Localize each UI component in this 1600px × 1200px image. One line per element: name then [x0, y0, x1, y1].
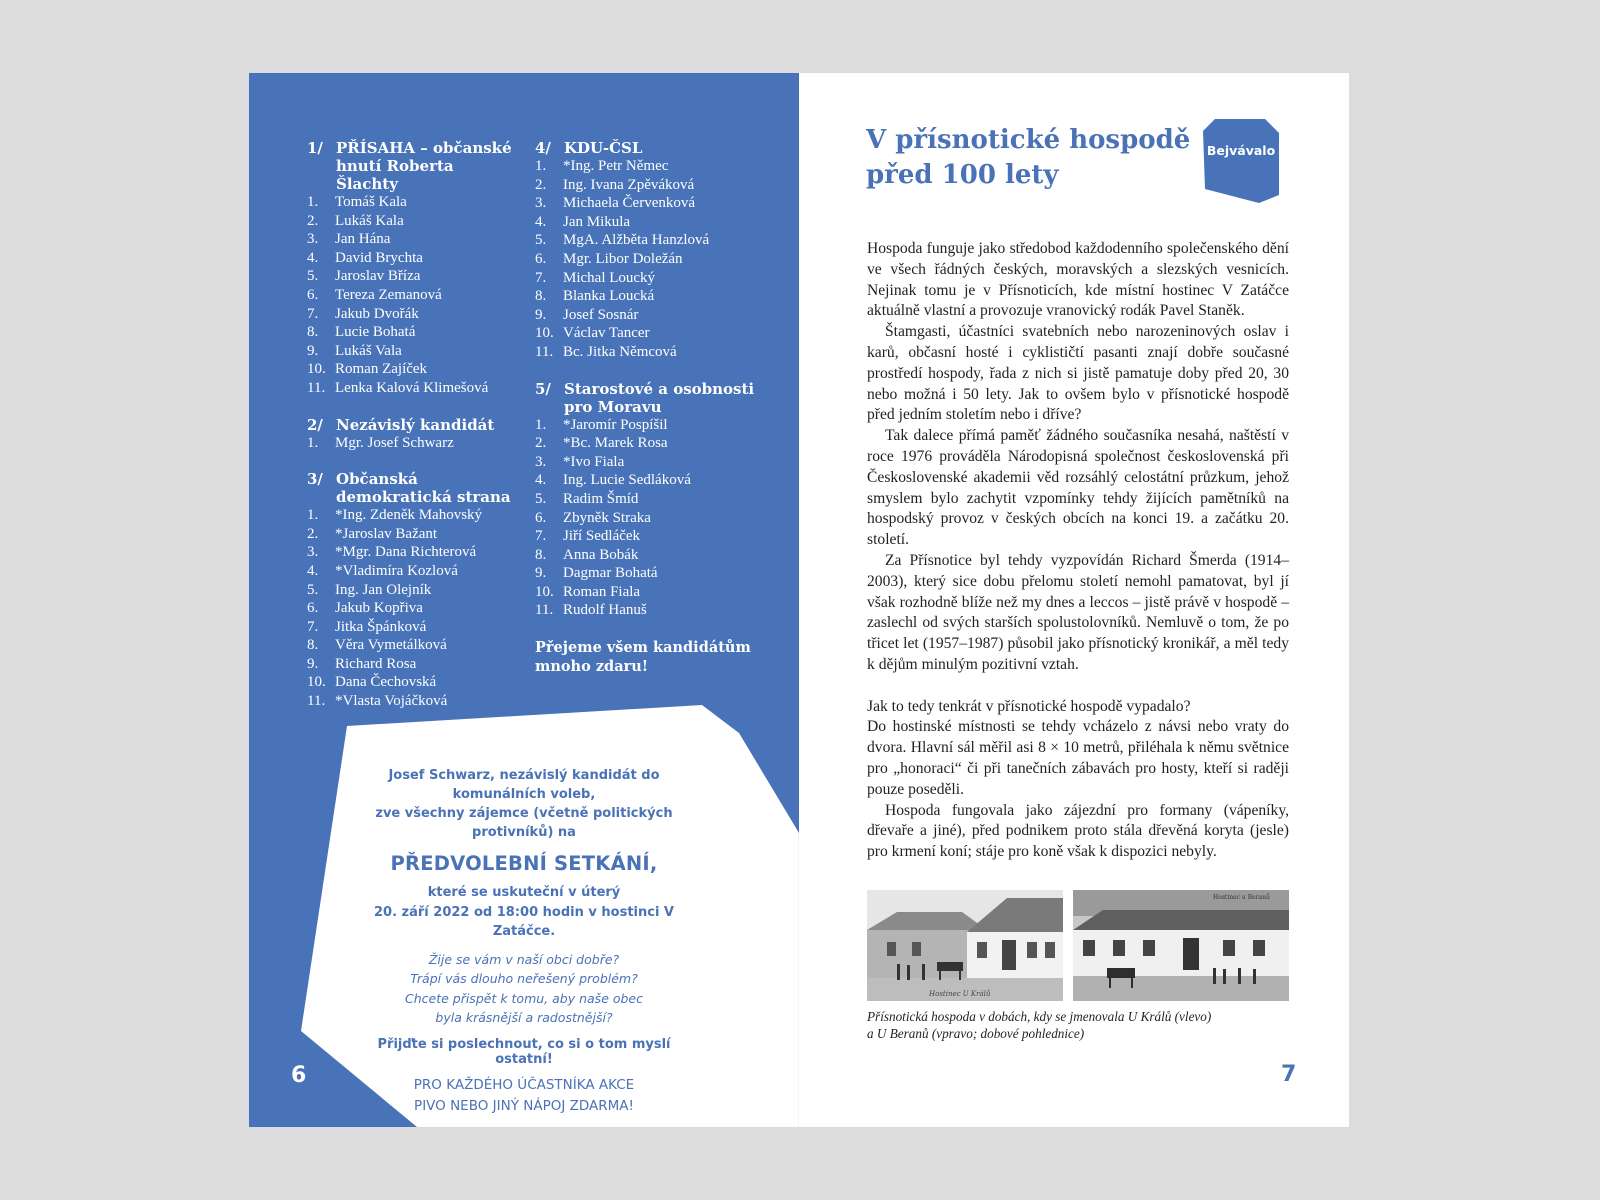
candidate-name: Lenka Kalová Klimešová — [335, 379, 489, 396]
candidate-number: 3. — [307, 231, 319, 248]
photo-u-beranu — [1073, 890, 1289, 1001]
candidate-number: 1. — [307, 434, 319, 451]
party-number: 1/ — [307, 139, 323, 157]
candidate-name: Lukáš Vala — [335, 342, 402, 359]
candidate-name: *Ivo Fiala — [563, 453, 625, 470]
candidate-number: 5. — [535, 490, 547, 507]
paragraph: Tak dalece přímá paměť žádného současníka nesahá, naštěstí v roce 1976 prováděla Národopisná společnost československá při Československé akademii věd rozsáhlý celostátní průzkum, jehož smyslem bylo zachytit vzpomínky tehdy žijících pamětníků na hospodský provoz v českých obcích na konci 19. a začátku 20. století. — [867, 427, 1289, 549]
svg-text:Hostinec U Králů: Hostinec U Králů — [929, 990, 991, 998]
party-name: PŘÍSAHA – občanské hnutí Roberta Šlachty — [336, 139, 512, 193]
candidate-name: Lucie Bohatá — [335, 324, 416, 341]
candidate-number: 2. — [535, 176, 547, 193]
candidate-number: 1. — [535, 158, 547, 174]
candidate-number: 11. — [307, 379, 326, 396]
candidate-name: Roman Zajíček — [335, 361, 428, 378]
invitation-call: Přijďte si poslechnout, co si o tom myslí ostatní! — [377, 1036, 671, 1067]
candidate-number: 9. — [535, 306, 547, 323]
candidate-name: Mgr. Josef Schwarz — [335, 434, 454, 451]
candidate-name: Jan Mikula — [563, 213, 631, 230]
magazine-spread — [249, 73, 1349, 1127]
candidate-number: 7. — [535, 269, 547, 286]
candidate-number: 4. — [307, 562, 319, 579]
party-number: 5/ — [535, 379, 551, 398]
rubric-label: Bejvávalo — [1206, 143, 1276, 158]
candidate-number: 4. — [535, 213, 547, 230]
page-number: 6 — [291, 1063, 307, 1088]
paragraph: Štamgasti, účastníci svatebních nebo narozeninových oslav i karů, občasní hosté i cyklističtí pasanti znají dobře současné prostředí hospody, řada z nich si jistě pamatuje doby před 20, 30 nebo možná i 50 lety. Jak to ovšem bylo v přísnotické hospodě před jedním stoletím nebo i dříve? — [867, 323, 1289, 424]
candidate-name: Dana Čechovská — [335, 674, 437, 691]
candidate-name: Michal Loucký — [563, 269, 656, 286]
page-left — [249, 73, 799, 1127]
candidate-name: *Ing. Petr Němec — [563, 158, 669, 174]
candidate-number: 8. — [535, 546, 547, 563]
invitation — [354, 766, 694, 1117]
candidate-number: 11. — [535, 343, 554, 360]
party-number: 3/ — [307, 470, 323, 489]
invitation-questions: Žije se vám v naší obci dobře? Trápí vás dlouho neřešený problém? Chcete přispět k tomu, aby naše obec byla krásnější a radostnější? — [404, 951, 643, 1025]
candidate-number: 7. — [307, 305, 319, 322]
candidate-name: Václav Tancer — [563, 325, 650, 342]
candidate-number: 9. — [535, 565, 547, 582]
party-number: 4/ — [535, 139, 551, 157]
candidate-name: Jaroslav Bříza — [335, 268, 421, 285]
invitation-title: PŘEDVOLEBNÍ SETKÁNÍ, — [390, 852, 658, 875]
candidate-name: Bc. Jitka Němcová — [563, 343, 677, 360]
historic-photos — [867, 890, 1289, 1001]
svg-text:Hostinec u Beranů: Hostinec u Beranů — [1213, 894, 1270, 901]
party-name: KDU-ČSL — [564, 139, 643, 157]
invitation-offer: PRO KAŽDÉHO ÚČASTNÍKA AKCE PIVO NEBO JINÝ NÁPOJ ZDARMA! — [413, 1076, 635, 1114]
candidate-number: 6. — [535, 250, 547, 267]
candidate-name: Michaela Červenková — [563, 195, 696, 212]
candidate-number: 1. — [535, 416, 547, 433]
party-name: Občanská demokratická strana — [336, 470, 511, 507]
candidate-name: *Vlasta Vojáčková — [335, 693, 448, 710]
party-name: Nezávislý kandidát — [336, 415, 495, 434]
candidate-name: *Bc. Marek Rosa — [563, 435, 668, 452]
paragraph: Hospoda fungovala jako zájezdní pro formany (vápeníky, dřevaře a jiné), před podnikem proto stála dřevěná koryta (jesle) pro krmení koní; stáje pro koně však k dispozici nebyly. — [867, 801, 1289, 861]
candidate-number: 10. — [307, 361, 326, 378]
party-number: 2/ — [307, 415, 323, 434]
candidate-name: Jiří Sedláček — [563, 528, 641, 545]
photo-u-kralu — [867, 890, 1063, 1001]
candidate-name: Jan Hána — [335, 231, 391, 248]
paragraph: Za Přísnotice byl tehdy vyzpovídán Richard Šmerda (1914–2003), který sice dobu přelomu století nemohl pamatovat, byl jí však rozhodně blíže než my dnes a leccos – jistě právě v hospodě – zaslechl od svých starších spolustolovníků. Nemluvě o tom, že po třicet let (1957–1987) působil jako přísnotický kronikář, a měl tedy k dějům minulým pozitivní vztah. — [867, 551, 1289, 673]
candidate-name: Jakub Dvořák — [335, 305, 419, 322]
candidate-name: Věra Vymetálková — [335, 637, 447, 654]
candidate-number: 6. — [535, 509, 547, 526]
candidate-number: 10. — [535, 583, 554, 600]
candidate-name: Lukáš Kala — [335, 212, 404, 229]
candidate-name: Jakub Kopřiva — [335, 600, 423, 617]
candidate-name: Zbyněk Straka — [563, 509, 651, 526]
candidate-number: 7. — [307, 618, 319, 635]
candidate-number: 9. — [307, 655, 319, 672]
candidate-number: 1. — [307, 194, 319, 210]
candidate-number: 6. — [307, 286, 319, 303]
party-name: Starostové a osobnosti pro Moravu — [564, 379, 755, 416]
candidate-name: Ing. Jan Olejník — [335, 581, 432, 598]
candidate-name: Josef Sosnár — [563, 306, 639, 323]
candidate-name: Ing. Lucie Sedláková — [563, 472, 691, 489]
rubric-badge-icon — [1203, 119, 1279, 203]
candidate-name: MgA. Alžběta Hanzlová — [563, 232, 710, 249]
candidate-number: 2. — [307, 525, 319, 542]
candidate-name: Tereza Zemanová — [335, 286, 442, 303]
candidate-name: Blanka Loucká — [563, 288, 655, 305]
candidate-number: 1. — [307, 507, 319, 524]
candidate-name: *Jaroslav Bažant — [335, 525, 438, 542]
candidate-number: 8. — [307, 637, 319, 654]
candidate-name: *Vladimíra Kozlová — [335, 562, 458, 579]
candidate-number: 8. — [535, 288, 547, 305]
candidate-number: 2. — [307, 212, 319, 229]
page-number: 7 — [1281, 1062, 1297, 1087]
paragraph: Hospoda funguje jako středobod každodenního společenského dění ve všech řádných českých, moravských a slezských vesnicích. Nejinak tomu je v Přísnoticích, kde místní hostinec V Zatáčce aktuálně vlastní a provozuje vranovický rodák Pavel Staněk. — [867, 240, 1289, 320]
invitation-when: které se uskuteční v úterý 20. září 2022 od 18:00 hodin v hostinci V Zatáčce. — [374, 885, 674, 939]
candidate-name: Jitka Špánková — [335, 618, 427, 635]
candidate-number: 3. — [307, 544, 319, 561]
candidate-name: David Brychta — [335, 249, 423, 266]
candidate-name: Dagmar Bohatá — [563, 565, 658, 582]
candidate-number: 3. — [535, 195, 547, 212]
article-title: V přísnotické hospodě před 100 lety — [866, 125, 1191, 190]
paragraph: Do hostinské místnosti se tehdy vcházelo z návsi nebo vraty do dvora. Hlavní sál měřil asi 8 × 10 metrů, přiléhala k němu světnice pro „honoraci“ či při tanečních zábavách pro hosty, kteří si raději pouze poseděli. — [867, 718, 1289, 798]
candidate-name: Richard Rosa — [335, 655, 417, 672]
candidate-number: 2. — [535, 435, 547, 452]
candidate-number: 4. — [535, 472, 547, 489]
invitation-intro: Josef Schwarz, nezávislý kandidát do komunálních voleb, zve všechny zájemce (včetně politických protivníků) na — [375, 768, 673, 840]
candidate-name: Mgr. Libor Doležán — [563, 250, 683, 267]
candidate-number: 8. — [307, 324, 319, 341]
candidate-number: 9. — [307, 342, 319, 359]
candidate-number: 7. — [535, 528, 547, 545]
candidate-number: 4. — [307, 249, 319, 266]
candidate-number: 5. — [307, 268, 319, 285]
candidate-number: 10. — [307, 674, 326, 691]
candidate-number: 6. — [307, 600, 319, 617]
candidate-name: Tomáš Kala — [335, 194, 407, 210]
candidate-number: 11. — [307, 693, 326, 710]
candidate-number: 10. — [535, 325, 554, 342]
subheading-question: Jak to tedy tenkrát v přísnotické hospodě vypadalo? — [867, 697, 1191, 715]
candidate-number: 11. — [535, 602, 554, 619]
candidate-name: Rudolf Hanuš — [563, 602, 647, 619]
candidate-name: Roman Fiala — [563, 583, 641, 600]
candidate-number: 5. — [535, 232, 547, 249]
article-body — [867, 239, 1289, 863]
candidate-name: *Mgr. Dana Richterová — [335, 544, 477, 561]
candidate-number: 5. — [307, 581, 319, 598]
candidate-name: *Ing. Zdeněk Mahovský — [335, 507, 483, 524]
candidate-name: Radim Šmíd — [563, 490, 639, 507]
candidate-name: Anna Bobák — [563, 546, 639, 563]
candidate-name: *Jaromír Pospíšil — [563, 416, 668, 433]
candidate-name: Ing. Ivana Zpěváková — [563, 176, 695, 193]
photo-caption: Přísnotická hospoda v dobách, kdy se jmenovala U Králů (vlevo) a U Beranů (vpravo; dobové pohlednice) — [867, 1009, 1212, 1041]
candidate-number: 3. — [535, 453, 547, 470]
good-luck-wish: Přejeme všem kandidátům mnoho zdaru! — [535, 639, 751, 676]
page-right — [799, 73, 1349, 1127]
